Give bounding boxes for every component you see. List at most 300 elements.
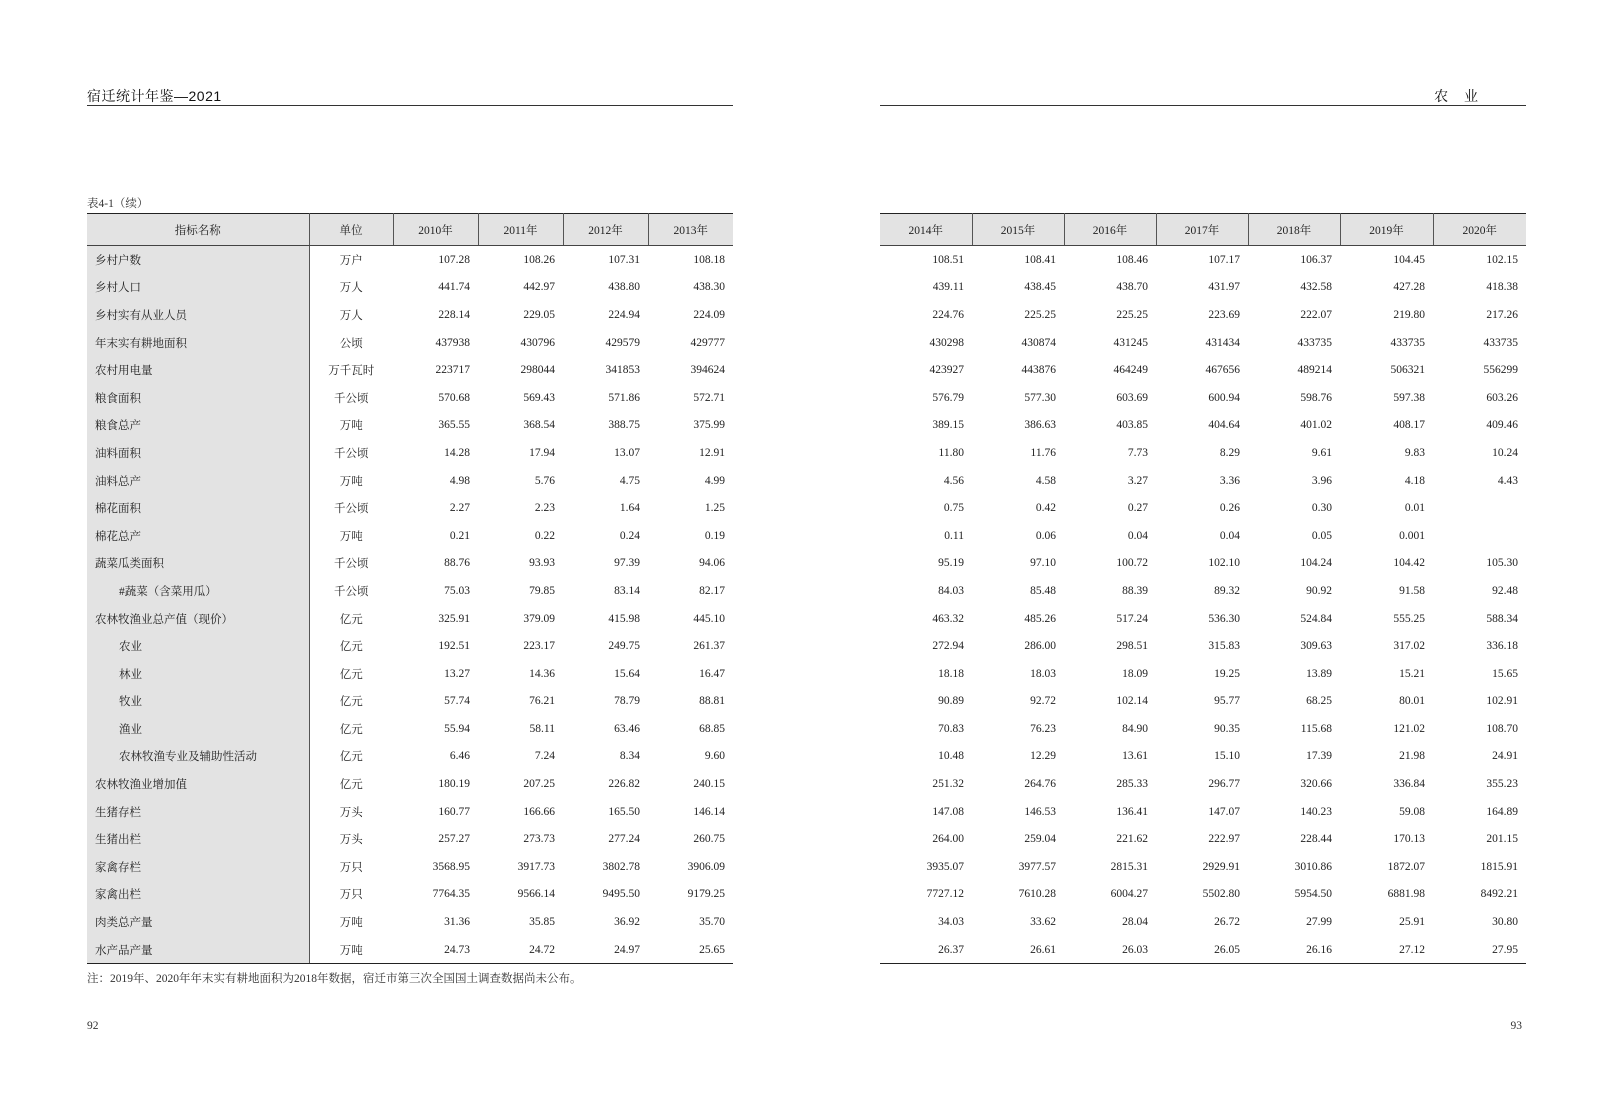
value-cell: 223.69 (1208, 308, 1240, 321)
unit-cell: 亿元 (339, 751, 363, 764)
value-cell: 1.64 (619, 502, 640, 515)
value-cell: 259.04 (1024, 833, 1056, 846)
indicator-name: 肉类总产量 (87, 908, 309, 936)
unit-cell: 万千瓦时 (328, 365, 375, 378)
indicator-name: 农村用电量 (87, 356, 309, 384)
value-cell: 485.26 (1024, 612, 1056, 625)
value-cell: 68.25 (1306, 695, 1332, 708)
value-cell: 3935.07 (926, 860, 964, 873)
value-cell: 82.17 (699, 584, 725, 597)
value-cell: 16.47 (699, 667, 725, 680)
table-row (87, 632, 733, 660)
indicator-name: 生猪存栏 (87, 798, 309, 826)
col-header-year: 2018年 (1248, 214, 1340, 246)
value-cell: 0.19 (704, 529, 725, 542)
value-cell: 4.18 (1404, 474, 1425, 487)
value-cell: 108.46 (1116, 253, 1148, 266)
value-cell: 3.27 (1127, 474, 1148, 487)
indicator-name: 棉花面积 (87, 494, 309, 522)
indicator-name: 牧业 (87, 688, 309, 716)
value-cell: 394624 (690, 364, 725, 377)
value-cell: 104.24 (1300, 557, 1332, 570)
value-cell: 108.51 (932, 253, 964, 266)
value-cell: 102.10 (1208, 557, 1240, 570)
value-cell: 429777 (690, 336, 725, 349)
table-row (880, 329, 1526, 357)
value-cell: 3.36 (1219, 474, 1240, 487)
page-number: 92 (87, 1020, 99, 1032)
value-cell: 26.05 (1156, 936, 1248, 964)
value-cell: 430874 (1021, 336, 1056, 349)
value-cell: 14.36 (529, 667, 555, 680)
page-number: 93 (1510, 1020, 1522, 1032)
value-cell: 0.05 (1311, 529, 1332, 542)
value-cell: 431.97 (1208, 281, 1240, 294)
value-cell: 438.30 (693, 281, 725, 294)
value-cell: 0.04 (1219, 529, 1240, 542)
table-row (87, 825, 733, 853)
value-cell: 431245 (1113, 336, 1148, 349)
value-cell: 438.70 (1116, 281, 1148, 294)
value-cell: 221.62 (1116, 833, 1148, 846)
value-cell: 433735 (1483, 336, 1518, 349)
value-cell: 7.73 (1127, 446, 1148, 459)
table-row (87, 798, 733, 826)
indicator-name: #蔬菜（含菜用瓜） (87, 577, 309, 605)
value-cell: 355.23 (1486, 778, 1518, 791)
value-cell: 8492.21 (1480, 888, 1518, 901)
unit-cell: 亿元 (339, 613, 363, 626)
value-cell: 375.99 (693, 419, 725, 432)
indicator-name: 农林牧渔专业及辅助性活动 (87, 743, 309, 771)
unit-cell: 千公顷 (334, 585, 369, 598)
table-row (87, 384, 733, 412)
value-cell: 104.45 (1393, 253, 1425, 266)
value-cell: 97.39 (614, 557, 640, 570)
table-row (880, 825, 1526, 853)
value-cell: 409.46 (1486, 419, 1518, 432)
value-cell: 7.24 (534, 750, 555, 763)
value-cell: 9179.25 (687, 888, 725, 901)
value-cell: 9.83 (1404, 446, 1425, 459)
header-rule (87, 105, 733, 106)
value-cell: 59.08 (1399, 805, 1425, 818)
table-row (87, 853, 733, 881)
value-cell: 285.33 (1116, 778, 1148, 791)
value-cell: 35.70 (699, 916, 725, 929)
value-cell: 94.06 (699, 557, 725, 570)
value-cell: 517.24 (1116, 612, 1148, 625)
value-cell: 57.74 (444, 695, 470, 708)
value-cell: 12.29 (1030, 750, 1056, 763)
value-cell: 27.12 (1340, 936, 1433, 964)
value-cell: 298044 (520, 364, 555, 377)
value-cell: 1815.91 (1480, 860, 1518, 873)
value-cell: 217.26 (1486, 308, 1518, 321)
value-cell: 427.28 (1393, 281, 1425, 294)
indicator-name: 生猪出栏 (87, 825, 309, 853)
table-row (880, 715, 1526, 743)
table-row (87, 770, 733, 798)
value-cell: 14.28 (444, 446, 470, 459)
value-cell: 107.31 (608, 253, 640, 266)
value-cell: 15.64 (614, 667, 640, 680)
value-cell: 432.58 (1300, 281, 1332, 294)
value-cell: 298.51 (1116, 640, 1148, 653)
value-cell: 26.16 (1248, 936, 1340, 964)
value-cell: 9566.14 (517, 888, 555, 901)
value-cell: 115.68 (1300, 722, 1332, 735)
table-header-row (87, 214, 733, 246)
value-cell: 445.10 (693, 612, 725, 625)
value-cell: 438.45 (1024, 281, 1056, 294)
value-cell: 438.80 (608, 281, 640, 294)
value-cell: 0.21 (449, 529, 470, 542)
value-cell: 11.76 (1030, 446, 1056, 459)
value-cell: 78.79 (614, 695, 640, 708)
value-cell: 76.21 (529, 695, 555, 708)
value-cell: 603.69 (1116, 391, 1148, 404)
value-cell: 26.03 (1064, 936, 1156, 964)
value-cell: 597.38 (1393, 391, 1425, 404)
value-cell: 437938 (435, 336, 470, 349)
value-cell: 92.48 (1492, 584, 1518, 597)
value-cell: 18.18 (938, 667, 964, 680)
value-cell: 2929.91 (1202, 860, 1240, 873)
value-cell: 10.48 (938, 750, 964, 763)
value-cell: 104.42 (1393, 557, 1425, 570)
indicator-name: 农业 (87, 632, 309, 660)
value-cell: 223717 (435, 364, 470, 377)
table-row (880, 660, 1526, 688)
value-cell: 8.34 (619, 750, 640, 763)
value-cell: 26.37 (880, 936, 972, 964)
value-cell: 97.10 (1030, 557, 1056, 570)
value-cell: 251.32 (932, 778, 964, 791)
value-cell: 24.72 (478, 936, 563, 964)
table-row (880, 936, 1526, 964)
value-cell: 0.01 (1404, 502, 1425, 515)
value-cell: 147.07 (1208, 805, 1240, 818)
col-header-name: 指标名称 (87, 214, 309, 246)
unit-cell: 亿元 (339, 696, 363, 709)
value-cell: 170.13 (1393, 833, 1425, 846)
value-cell: 15.10 (1214, 750, 1240, 763)
table-row (880, 412, 1526, 440)
value-cell: 536.30 (1208, 612, 1240, 625)
value-cell: 165.50 (608, 805, 640, 818)
table-row (87, 908, 733, 936)
indicator-name: 农林牧渔业总产值（现价） (87, 605, 309, 633)
value-cell: 0.04 (1127, 529, 1148, 542)
unit-cell: 亿元 (339, 641, 363, 654)
unit-cell: 万吨 (339, 530, 363, 543)
value-cell: 85.48 (1030, 584, 1056, 597)
table-row (880, 274, 1526, 302)
indicator-name: 水产品产量 (87, 936, 309, 964)
col-header-year: 2017年 (1156, 214, 1248, 246)
value-cell: 146.14 (693, 805, 725, 818)
value-cell: 489214 (1297, 364, 1332, 377)
table-row (880, 577, 1526, 605)
value-cell: 26.61 (972, 936, 1064, 964)
value-cell: 3917.73 (517, 860, 555, 873)
value-cell: 4.75 (619, 474, 640, 487)
value-cell: 240.15 (693, 778, 725, 791)
value-cell: 2.23 (534, 502, 555, 515)
value-cell: 147.08 (932, 805, 964, 818)
value-cell: 576.79 (932, 391, 964, 404)
value-cell: 442.97 (523, 281, 555, 294)
table-row (87, 577, 733, 605)
table-row (880, 853, 1526, 881)
unit-cell: 万户 (339, 254, 363, 267)
table-caption: 表4-1（续） (87, 198, 149, 210)
value-cell: 4.58 (1035, 474, 1056, 487)
indicator-name: 家禽存栏 (87, 853, 309, 881)
indicator-name: 粮食总产 (87, 412, 309, 440)
value-cell: 88.81 (699, 695, 725, 708)
value-cell: 180.19 (438, 778, 470, 791)
unit-cell: 千公顷 (334, 558, 369, 571)
value-cell: 26.72 (1214, 916, 1240, 929)
value-cell: 229.05 (523, 308, 555, 321)
value-cell (1433, 522, 1526, 550)
table-row (87, 881, 733, 909)
value-cell: 93.93 (529, 557, 555, 570)
value-cell: 80.01 (1399, 695, 1425, 708)
value-cell: 84.03 (938, 584, 964, 597)
value-cell: 443876 (1021, 364, 1056, 377)
value-cell: 89.32 (1214, 584, 1240, 597)
value-cell: 379.09 (523, 612, 555, 625)
value-cell: 4.43 (1497, 474, 1518, 487)
value-cell: 84.90 (1122, 722, 1148, 735)
value-cell: 272.94 (932, 640, 964, 653)
value-cell: 408.17 (1393, 419, 1425, 432)
value-cell: 90.89 (938, 695, 964, 708)
value-cell: 13.07 (614, 446, 640, 459)
value-cell: 33.62 (1030, 916, 1056, 929)
table-row (880, 522, 1526, 550)
value-cell: 7610.28 (1018, 888, 1056, 901)
value-cell: 249.75 (608, 640, 640, 653)
value-cell: 102.14 (1116, 695, 1148, 708)
value-cell: 166.66 (523, 805, 555, 818)
table-row (87, 274, 733, 302)
unit-cell: 公顷 (339, 337, 363, 350)
table-row (880, 605, 1526, 633)
value-cell: 2.27 (449, 502, 470, 515)
value-cell: 108.18 (693, 253, 725, 266)
value-cell: 3977.57 (1018, 860, 1056, 873)
value-cell: 79.85 (529, 584, 555, 597)
value-cell: 273.73 (523, 833, 555, 846)
value-cell: 92.72 (1030, 695, 1056, 708)
value-cell: 588.34 (1486, 612, 1518, 625)
table-row (880, 301, 1526, 329)
value-cell: 13.27 (444, 667, 470, 680)
value-cell: 31.36 (444, 916, 470, 929)
value-cell: 136.41 (1116, 805, 1148, 818)
value-cell: 320.66 (1300, 778, 1332, 791)
value-cell: 524.84 (1300, 612, 1332, 625)
value-cell: 107.28 (438, 253, 470, 266)
value-cell: 34.03 (938, 916, 964, 929)
value-cell: 4.99 (704, 474, 725, 487)
col-header-unit: 单位 (309, 214, 393, 246)
value-cell: 577.30 (1024, 391, 1056, 404)
value-cell: 228.14 (438, 308, 470, 321)
value-cell: 433735 (1297, 336, 1332, 349)
value-cell: 6881.98 (1387, 888, 1425, 901)
value-cell: 555.25 (1393, 612, 1425, 625)
value-cell: 1872.07 (1387, 860, 1425, 873)
table-row (87, 743, 733, 771)
value-cell: 19.25 (1214, 667, 1240, 680)
value-cell: 0.30 (1311, 502, 1332, 515)
value-cell: 70.83 (938, 722, 964, 735)
table-row (87, 660, 733, 688)
col-header-year: 2015年 (972, 214, 1064, 246)
indicator-name: 油料总产 (87, 467, 309, 495)
table-row (880, 743, 1526, 771)
value-cell: 388.75 (608, 419, 640, 432)
value-cell: 9495.50 (602, 888, 640, 901)
value-cell: 286.00 (1024, 640, 1056, 653)
value-cell: 102.15 (1486, 253, 1518, 266)
value-cell (1433, 494, 1526, 522)
value-cell: 91.58 (1399, 584, 1425, 597)
value-cell: 8.29 (1219, 446, 1240, 459)
value-cell: 107.17 (1208, 253, 1240, 266)
table-row (880, 467, 1526, 495)
value-cell: 36.92 (614, 916, 640, 929)
value-cell: 15.65 (1492, 667, 1518, 680)
value-cell: 108.41 (1024, 253, 1056, 266)
value-cell: 571.86 (608, 391, 640, 404)
value-cell: 18.03 (1030, 667, 1056, 680)
value-cell: 415.98 (608, 612, 640, 625)
value-cell: 368.54 (523, 419, 555, 432)
value-cell: 108.26 (523, 253, 555, 266)
indicator-name: 家禽出栏 (87, 881, 309, 909)
unit-cell: 万吨 (309, 936, 393, 964)
value-cell: 106.37 (1300, 253, 1332, 266)
value-cell: 222.07 (1300, 308, 1332, 321)
indicator-name: 渔业 (87, 715, 309, 743)
value-cell: 315.83 (1208, 640, 1240, 653)
table-row (87, 412, 733, 440)
chapter-title: 农 业 (1434, 88, 1484, 104)
value-cell: 0.26 (1219, 502, 1240, 515)
value-cell: 225.25 (1024, 308, 1056, 321)
value-cell: 430298 (929, 336, 964, 349)
table-row (880, 881, 1526, 909)
value-cell: 401.02 (1300, 419, 1332, 432)
value-cell: 4.98 (449, 474, 470, 487)
indicator-name: 粮食面积 (87, 384, 309, 412)
value-cell: 6.46 (449, 750, 470, 763)
value-cell: 95.19 (938, 557, 964, 570)
value-cell: 207.25 (523, 778, 555, 791)
value-cell: 556299 (1483, 364, 1518, 377)
col-header-year: 2012年 (563, 214, 648, 246)
value-cell: 24.91 (1492, 750, 1518, 763)
table-row (880, 439, 1526, 467)
data-table-left (87, 213, 733, 964)
value-cell: 430796 (520, 336, 555, 349)
table-row (880, 550, 1526, 578)
value-cell: 30.80 (1492, 916, 1518, 929)
value-cell: 28.04 (1122, 916, 1148, 929)
value-cell: 18.09 (1122, 667, 1148, 680)
value-cell: 418.38 (1486, 281, 1518, 294)
value-cell: 13.89 (1306, 667, 1332, 680)
value-cell: 140.23 (1300, 805, 1332, 818)
value-cell: 341853 (605, 364, 640, 377)
unit-cell: 亿元 (339, 723, 363, 736)
value-cell: 25.91 (1399, 916, 1425, 929)
value-cell: 403.85 (1116, 419, 1148, 432)
value-cell: 257.27 (438, 833, 470, 846)
table-row (880, 632, 1526, 660)
col-header-year: 2013年 (648, 214, 733, 246)
table-row (880, 246, 1526, 274)
value-cell: 88.39 (1122, 584, 1148, 597)
value-cell: 2815.31 (1110, 860, 1148, 873)
unit-cell: 万头 (339, 834, 363, 847)
value-cell: 222.97 (1208, 833, 1240, 846)
header-rule (880, 105, 1526, 106)
value-cell: 224.09 (693, 308, 725, 321)
table-row (87, 715, 733, 743)
value-cell: 105.30 (1486, 557, 1518, 570)
unit-cell: 万吨 (339, 420, 363, 433)
table-row (87, 522, 733, 550)
value-cell: 0.11 (944, 529, 964, 542)
value-cell: 441.74 (438, 281, 470, 294)
value-cell: 17.39 (1306, 750, 1332, 763)
value-cell: 11.80 (938, 446, 964, 459)
unit-cell: 千公顷 (334, 392, 369, 405)
value-cell: 0.75 (943, 502, 964, 515)
table-header-row (880, 214, 1526, 246)
value-cell: 192.51 (438, 640, 470, 653)
value-cell: 569.43 (523, 391, 555, 404)
value-cell: 21.98 (1399, 750, 1425, 763)
value-cell: 296.77 (1208, 778, 1240, 791)
value-cell: 223.17 (523, 640, 555, 653)
table-note: 注：2019年、2020年年末实有耕地面积为2018年数据，宿迁市第三次全国国土调查数据尚未公布。 (87, 973, 582, 985)
value-cell: 5954.50 (1294, 888, 1332, 901)
value-cell: 0.24 (619, 529, 640, 542)
value-cell: 570.68 (438, 391, 470, 404)
value-cell: 260.75 (693, 833, 725, 846)
value-cell: 506321 (1390, 364, 1425, 377)
table-row (880, 798, 1526, 826)
value-cell: 201.15 (1486, 833, 1518, 846)
value-cell: 264.76 (1024, 778, 1056, 791)
indicator-name: 乡村实有从业人员 (87, 301, 309, 329)
value-cell: 219.80 (1393, 308, 1425, 321)
value-cell: 423927 (929, 364, 964, 377)
unit-cell: 亿元 (339, 668, 363, 681)
value-cell: 4.56 (943, 474, 964, 487)
value-cell: 386.63 (1024, 419, 1056, 432)
value-cell: 9.61 (1311, 446, 1332, 459)
value-cell: 7764.35 (432, 888, 470, 901)
